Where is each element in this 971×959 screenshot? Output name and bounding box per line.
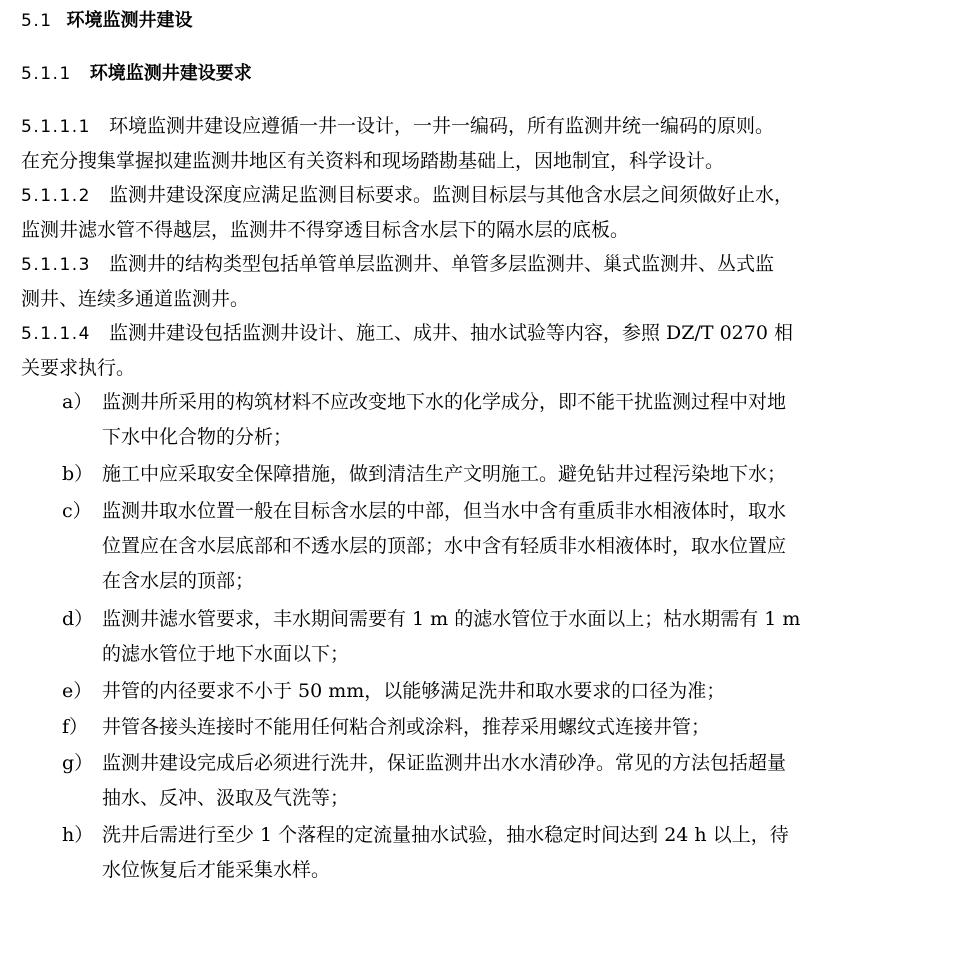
clause-number: 5.1.1.1 [21,117,91,137]
list-item-c [62,498,971,524]
list-item-a [62,389,971,415]
list-item-f [62,714,971,740]
list-item-label: e） [62,680,93,702]
list-item-g [62,750,971,776]
list-item-label: f） [62,716,89,738]
section-heading-5-1-1 [21,60,971,87]
list-item-continuation [102,568,971,594]
list-item-label: g） [62,752,94,774]
clause-continuation [21,286,971,312]
list-item-line: 监测井滤水管要求，丰水期间需要有 1 m 的滤水管位于水面以上；枯水期需有 1 m [102,608,801,630]
clause-continuation [21,148,971,174]
clause-5-1-1-3 [21,251,971,278]
list-item-d [62,606,971,632]
list-item-line: 位置应在含水层底部和不透水层的顶部；水中含有轻质非水相液体时，取水位置应 [102,535,787,557]
list-item-line: 洗井后需进行至少 1 个落程的定流量抽水试验，抽水稳定时间达到 24 h 以上，待 [102,824,789,846]
list-item-continuation [102,424,971,450]
list-item-continuation [102,785,971,811]
clause-text-line: 在充分搜集掌握拟建监测井地区有关资料和现场踏勘基础上，因地制宜，科学设计。 [21,150,725,172]
section-title: 环境监测井建设要求 [89,63,252,84]
clause-text-line: 测井、连续多通道监测井。 [21,288,250,310]
clause-text-line: 关要求执行。 [21,357,136,379]
list-item-label: a） [62,391,93,413]
list-item-line: 下水中化合物的分析； [102,426,293,448]
clause-number: 5.1.1.4 [21,324,91,344]
section-heading-5-1 [21,7,971,34]
list-item-label: b） [62,463,94,485]
list-item-line: 水位恢复后才能采集水样。 [102,859,331,881]
list-item-continuation [102,857,971,883]
clause-5-1-1-1 [21,113,971,140]
clause-5-1-1-4 [21,320,971,347]
clause-continuation [21,355,971,381]
clause-text-line: 监测井滤水管不得越层，监测井不得穿透目标含水层下的隔水层的底板。 [21,219,630,241]
list-item-continuation [102,533,971,559]
clause-number: 5.1.1.3 [21,255,91,275]
list-item-line: 监测井取水位置一般在目标含水层的中部，但当水中含有重质非水相液体时，取水 [102,500,787,522]
list-item-b [62,461,971,487]
list-item-continuation [102,641,971,667]
section-title: 环境监测井建设 [66,10,193,31]
list-item-line: 井管各接头连接时不能用任何粘合剂或涂料，推荐采用螺纹式连接井管； [102,716,711,738]
list-item-label: c） [62,500,92,522]
list-item-e [62,678,971,704]
list-item-line: 监测井所采用的构筑材料不应改变地下水的化学成分，即不能干扰监测过程中对地 [102,391,787,413]
list-item-line: 抽水、反冲、汲取及气洗等； [102,787,350,809]
clause-text-line: 监测井的结构类型包括单管单层监测井、单管多层监测井、巢式监测井、丛式监 [108,253,774,275]
list-item-line: 的滤水管位于地下水面以下； [102,643,350,665]
list-item-label: d） [62,608,94,630]
clause-text-line: 环境监测井建设应遵循一井一设计，一井一编码，所有监测井统一编码的原则。 [108,115,774,137]
list-item-line: 施工中应采取安全保障措施，做到清洁生产文明施工。避免钻井过程污染地下水； [102,463,787,485]
clause-text-line: 监测井建设包括监测井设计、施工、成井、抽水试验等内容，参照 DZ/T 0270 相 [108,322,793,344]
clause-5-1-1-2 [21,182,971,209]
section-number: 5.1 [21,11,53,31]
list-item-line: 在含水层的顶部； [102,570,255,592]
list-item-line: 监测井建设完成后必须进行洗井，保证监测井出水水清砂净。常见的方法包括超量 [102,752,787,774]
list-item-line: 井管的内径要求不小于 50 mm，以能够满足洗井和取水要求的口径为准； [102,680,726,702]
clause-text-line: 监测井建设深度应满足监测目标要求。监测目标层与其他含水层之间须做好止水， [108,184,793,206]
section-number: 5.1.1 [21,64,72,84]
clause-number: 5.1.1.2 [21,186,91,206]
clause-continuation [21,217,971,243]
list-item-h [62,822,971,848]
list-item-label: h） [62,824,94,846]
